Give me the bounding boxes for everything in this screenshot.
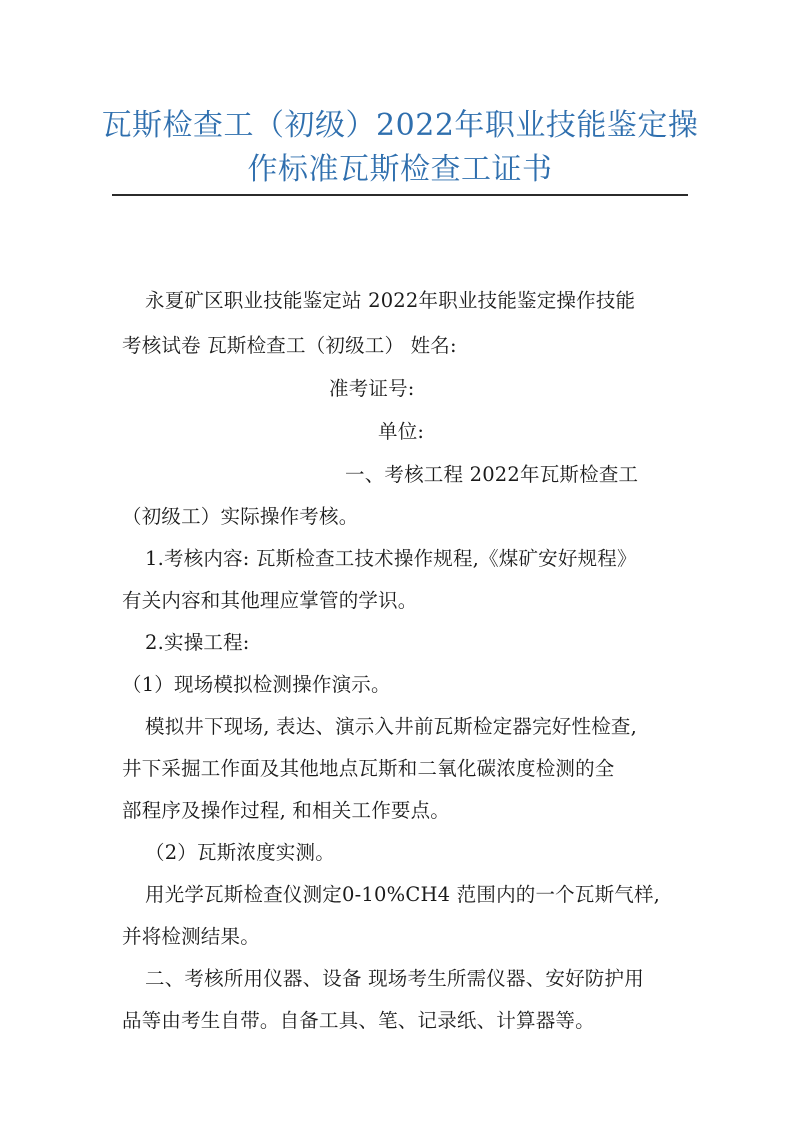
body-line-subitem-2-desc-1: 用光学瓦斯检查仪测定0-10%CH4 范围内的一个瓦斯气样, bbox=[145, 883, 661, 906]
body-line-unit: 单位: bbox=[378, 420, 425, 443]
body-line-item-1-cont: 有关内容和其他理应掌管的学识。 bbox=[122, 589, 418, 612]
body-line-subitem-1-desc-1: 模拟井下现场, 表达、演示入井前瓦斯检定器完好性检查, bbox=[145, 715, 637, 738]
body-line-item-1: 1.考核内容: 瓦斯检查工技术操作规程,《煤矿安好规程》 bbox=[145, 547, 637, 570]
title-divider bbox=[112, 194, 688, 196]
body-line-section-2: 二、考核所用仪器、设备 现场考生所需仪器、安好防护用 bbox=[145, 967, 644, 990]
body-line-intro-2: 考核试卷 瓦斯检查工（初级工） 姓名: bbox=[122, 334, 457, 357]
body-line-subitem-2-desc-2: 并将检测结果。 bbox=[122, 925, 260, 948]
document-title-line-2: 作标准瓦斯检查工证书 bbox=[247, 152, 553, 187]
body-line-intro-1: 永夏矿区职业技能鉴定站 2022年职业技能鉴定操作技能 bbox=[145, 289, 636, 312]
body-line-section-1-cont: （初级工）实际操作考核。 bbox=[122, 505, 359, 528]
body-line-item-2: 2.实操工程: bbox=[145, 631, 250, 654]
body-line-section-2-cont: 品等由考生自带。自备工具、笔、记录纸、计算器等。 bbox=[122, 1009, 595, 1032]
body-line-subitem-1: （1）现场模拟检测操作演示。 bbox=[122, 673, 391, 696]
body-line-subitem-1-desc-2: 井下采掘工作面及其他地点瓦斯和二氧化碳浓度检测的全 bbox=[122, 757, 615, 780]
body-line-subitem-1-desc-3: 部程序及操作过程, 和相关工作要点。 bbox=[122, 799, 450, 822]
body-line-exam-number: 准考证号: bbox=[329, 377, 415, 400]
body-line-section-1-heading: 一、考核工程 2022年瓦斯检查工 bbox=[345, 463, 639, 486]
document-title-line-1: 瓦斯检查工（初级）2022年职业技能鉴定操 bbox=[101, 108, 699, 143]
body-line-subitem-2: （2）瓦斯浓度实测。 bbox=[145, 841, 335, 864]
